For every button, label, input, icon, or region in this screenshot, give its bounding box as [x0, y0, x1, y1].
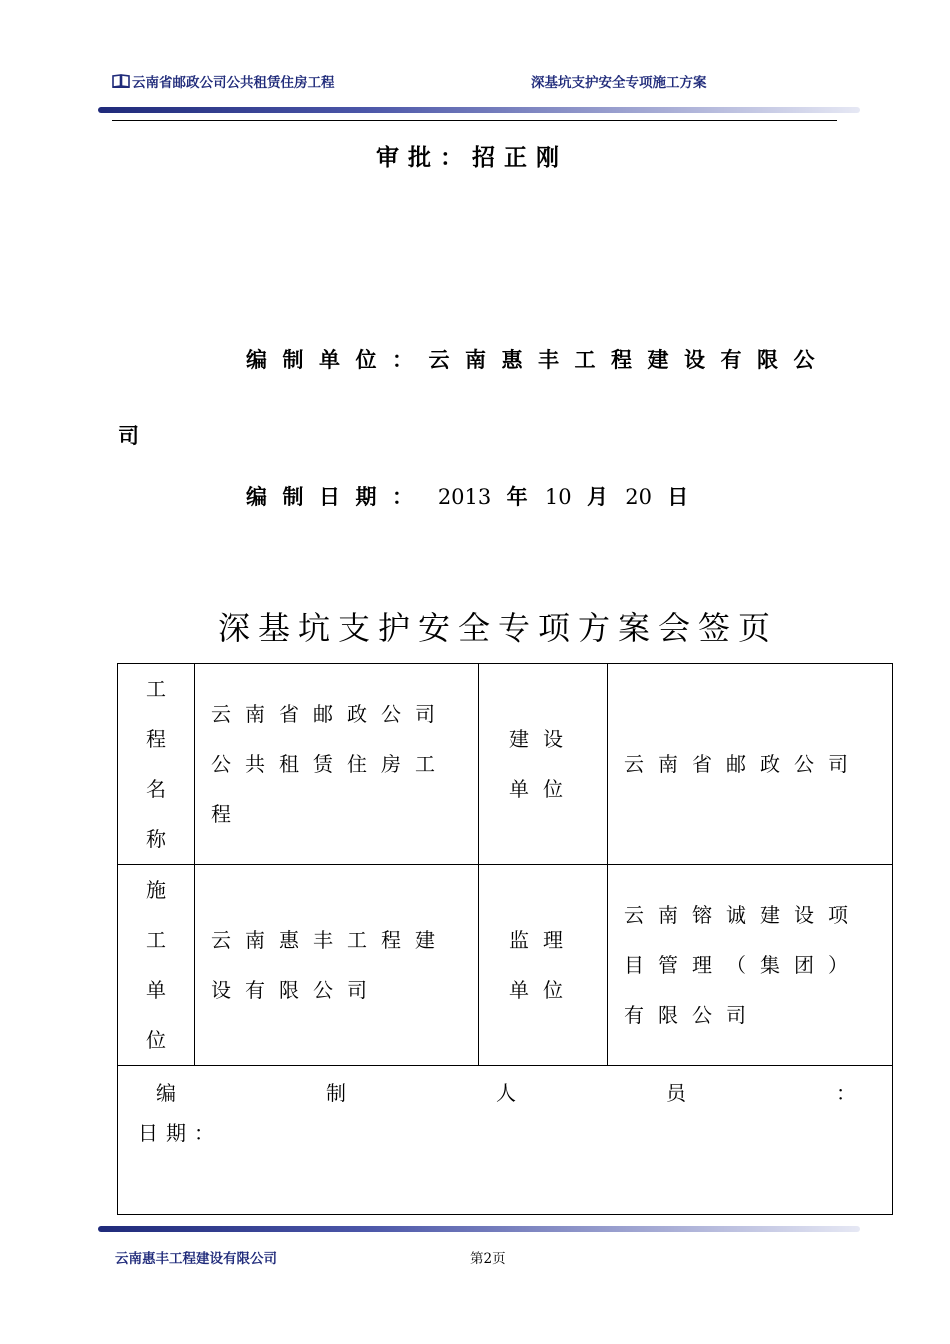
table-row: [118, 865, 893, 1066]
compile-date-day-unit: 日: [667, 485, 691, 509]
sign-table: [117, 663, 893, 1215]
footer-company: 云南惠丰工程建设有限公司: [115, 1251, 277, 1267]
label-char: 程: [146, 727, 166, 751]
contractor-value: 云南惠丰工程建设有限公司: [195, 865, 479, 1066]
header-project-name: [112, 71, 335, 91]
label-line: 监理: [509, 928, 577, 952]
project-name-label: [118, 664, 195, 865]
compiler-char: ：: [836, 1081, 856, 1105]
compile-date-line: [246, 481, 690, 511]
header-gradient-bar: [98, 107, 860, 113]
book-icon: [112, 74, 130, 88]
label-line: 建设: [509, 727, 577, 751]
supervisor-value: 云南镕诚建设项目管理（集团）有限公司: [608, 865, 893, 1066]
compiler-char: 编: [156, 1081, 176, 1105]
approval-line: 审批：招正刚: [376, 145, 568, 171]
supervisor-label: [479, 865, 608, 1066]
footer-gradient-bar: [98, 1226, 860, 1232]
builder-value: 云南省邮政公司: [608, 664, 893, 865]
compiler-line: [118, 1066, 892, 1106]
label-line: 单位: [509, 777, 577, 801]
compile-date-year-unit: 年: [506, 485, 530, 509]
compile-unit-line: 编制单位：云南惠丰工程建设有限公: [246, 348, 830, 372]
compile-date-month-unit: 月: [586, 485, 610, 509]
header-left-text: 云南省邮政公司公共租赁住房工程: [132, 75, 335, 91]
compile-date-label: 编制日期：: [246, 485, 429, 509]
header-rule: [112, 120, 837, 121]
label-char: 施: [146, 878, 166, 902]
builder-label: [479, 664, 608, 865]
label-char: 工: [146, 677, 166, 701]
compile-unit-wrap: 司: [118, 424, 139, 448]
sign-page-title: 深基坑支护安全专项方案会签页: [218, 609, 779, 647]
compiler-char: 制: [326, 1081, 346, 1105]
label-char: 工: [146, 928, 166, 952]
label-char: 单: [146, 978, 166, 1002]
compiler-char: 人: [496, 1081, 516, 1105]
label-line: 单位: [509, 978, 577, 1002]
label-char: 称: [146, 827, 166, 851]
compile-date-day: 20: [625, 485, 652, 509]
label-char: 位: [146, 1028, 166, 1052]
compiler-char: 员: [666, 1081, 686, 1105]
header-doc-title: 深基坑支护安全专项施工方案: [531, 75, 707, 91]
compile-date-year: 2013: [437, 485, 492, 509]
signature-cell: [118, 1066, 893, 1215]
table-row: [118, 1066, 893, 1215]
date-label: 日期：: [138, 1121, 222, 1145]
page-number: 第2页: [470, 1251, 506, 1267]
contractor-label: [118, 865, 195, 1066]
table-row: [118, 664, 893, 865]
label-char: 名: [146, 777, 166, 801]
project-name-value: 云南省邮政公司公共租赁住房工程: [195, 664, 479, 865]
compile-date-month: 10: [544, 485, 572, 509]
